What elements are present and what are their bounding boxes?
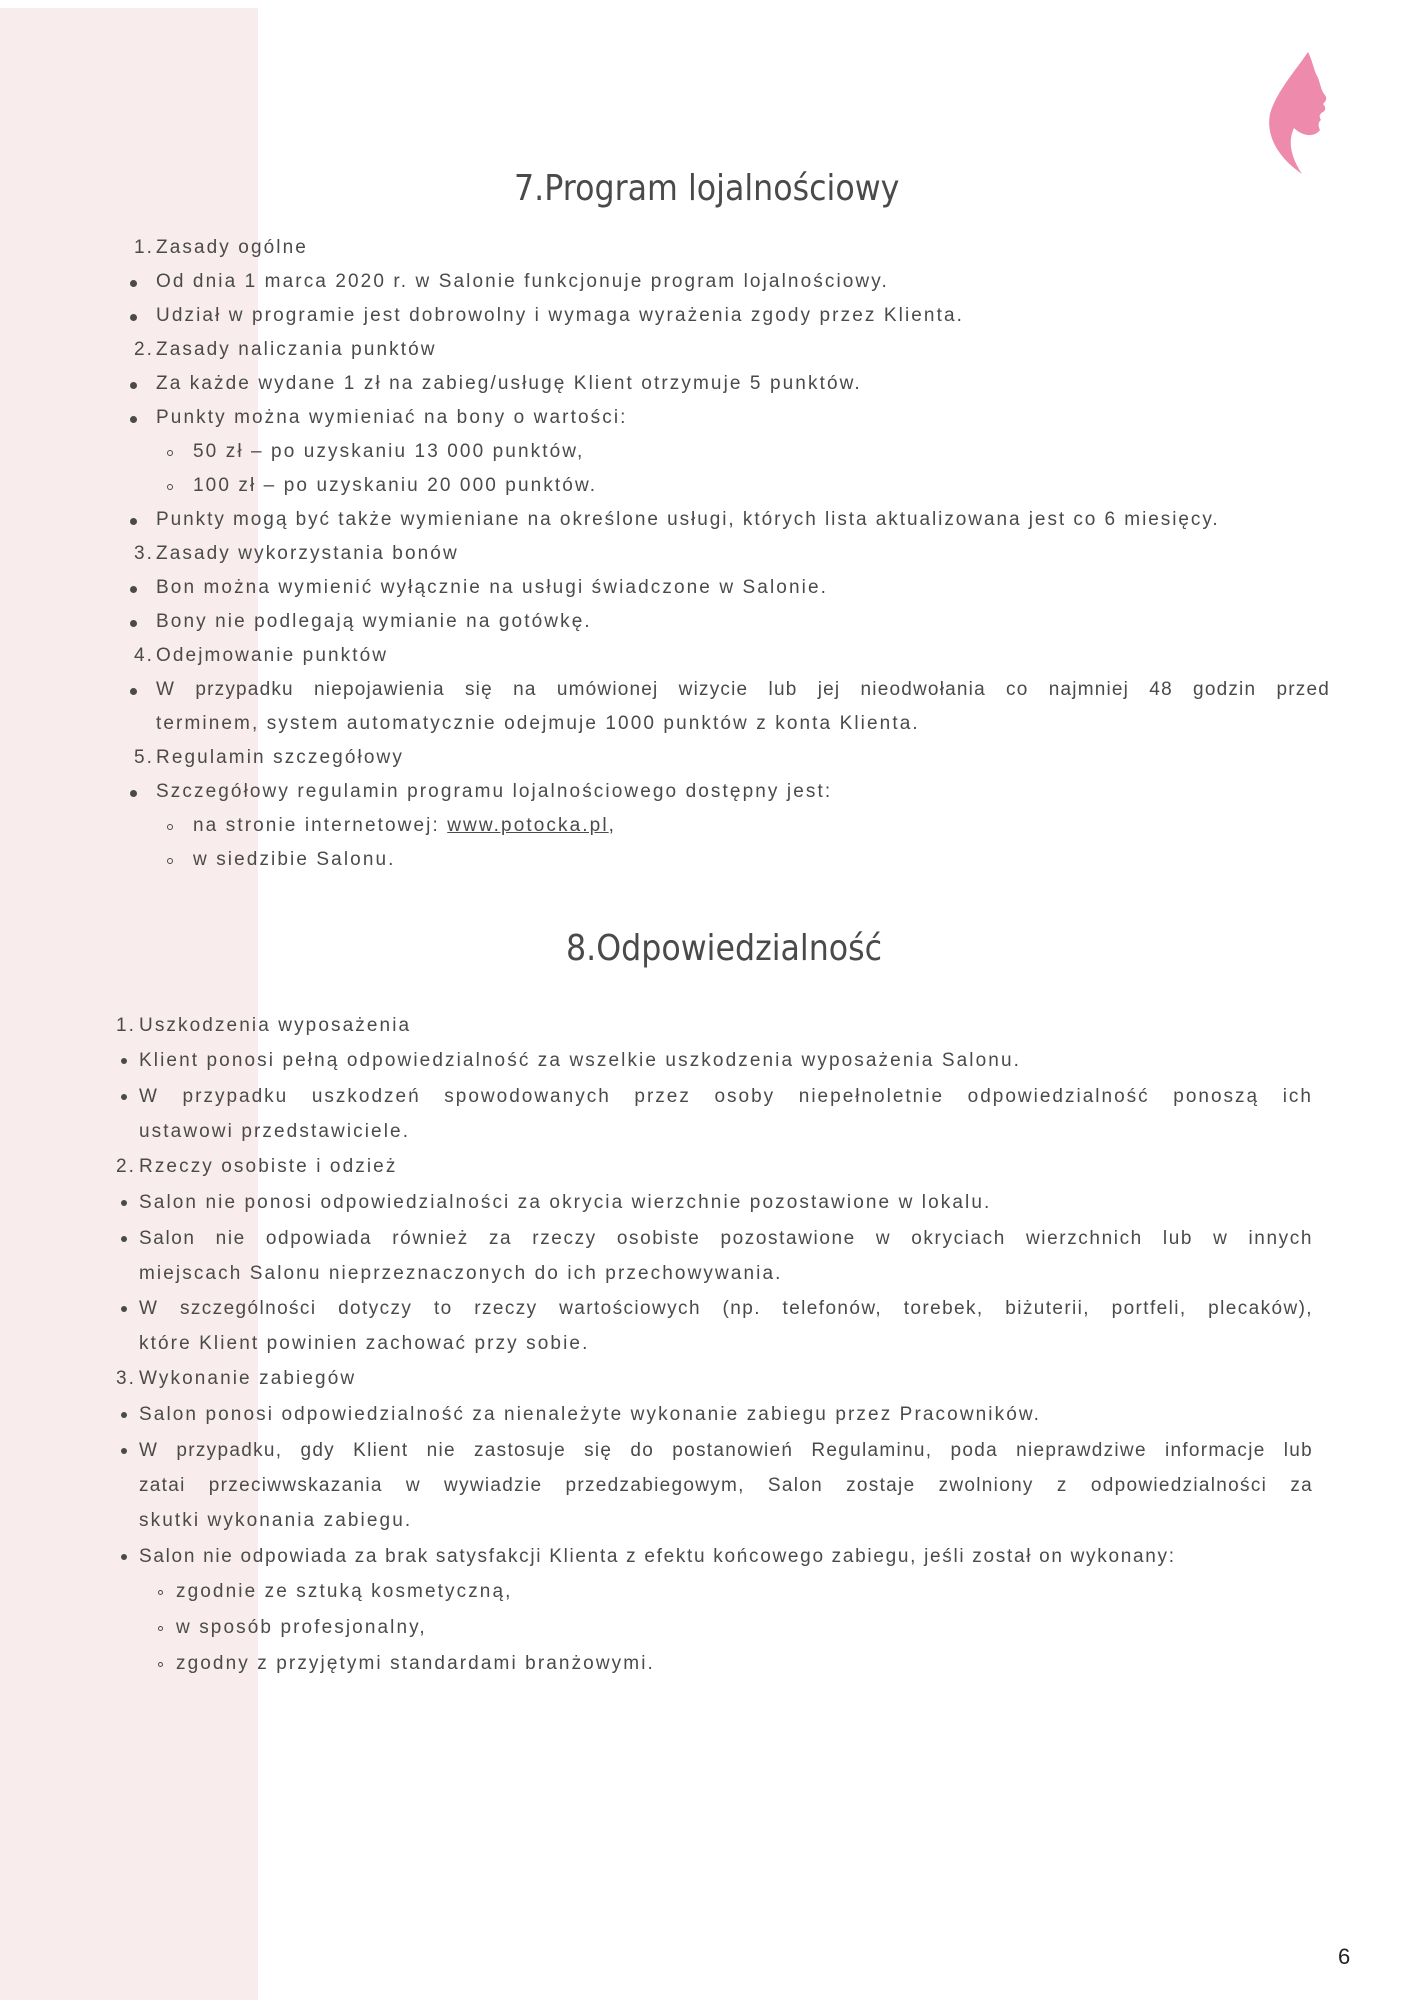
list-number: 1.	[116, 1015, 137, 1036]
s8-bullet-4-line-1: Salon nie odpowiada również za rzeczy osobiste pozostawione w okryciach wierzchnich lub w innych	[139, 1228, 1313, 1249]
s7-heading-1: Zasady ogólne	[156, 237, 308, 258]
list-number: 3.	[116, 1368, 137, 1389]
s7-heading-5: Regulamin szczegółowy	[156, 747, 404, 768]
website-link[interactable]: www.potocka.pl	[447, 815, 609, 836]
bullet-icon	[130, 620, 137, 627]
list-number: 5.	[134, 747, 155, 768]
bullet-icon	[130, 688, 137, 695]
s7-sub-3: na stronie internetowej: www.potocka.pl,	[193, 815, 617, 836]
sub-bullet-icon	[158, 1662, 163, 1667]
s7-bullet-7: Bony nie podlegają wymianie na gotówkę.	[156, 611, 592, 632]
list-number: 2.	[116, 1156, 137, 1177]
s8-heading-2: Rzeczy osobiste i odzież	[139, 1156, 398, 1177]
bullet-icon	[121, 1058, 127, 1064]
s8-bullet-5-line-2: które Klient powinien zachować przy sobie.	[139, 1333, 590, 1354]
list-number: 3.	[134, 543, 155, 564]
sub-bullet-icon	[167, 824, 173, 830]
bullet-icon	[130, 382, 137, 389]
s8-bullet-7-line-1: W przypadku, gdy Klient nie zastosuje się do postanowień Regulaminu, poda nieprawdziwe informacje lub	[139, 1440, 1313, 1461]
s7-bullet-8-line-1: W przypadku niepojawienia się na umówionej wizycie lub jej nieodwołania co najmniej 48 godzin przed	[156, 679, 1330, 700]
section-8-title: 8.Odpowiedzialność	[566, 928, 883, 969]
section-7-title: 7.Program lojalnościowy	[514, 168, 900, 209]
bullet-icon	[121, 1554, 127, 1560]
sub-bullet-icon	[167, 484, 173, 490]
s7-bullet-3: Za każde wydane 1 zł na zabieg/usługę Klient otrzymuje 5 punktów.	[156, 373, 862, 394]
s7-bullet-2: Udział w programie jest dobrowolny i wymaga wyrażenia zgody przez Klienta.	[156, 305, 965, 326]
s8-bullet-8: Salon nie odpowiada za brak satysfakcji Klienta z efektu końcowego zabiegu, jeśli został on wykonany:	[139, 1546, 1176, 1567]
s7-sub-1: 50 zł – po uzyskaniu 13 000 punktów,	[193, 441, 585, 462]
s7-bullet-4: Punkty można wymieniać na bony o wartości:	[156, 407, 628, 428]
s8-sub-2: w sposób profesjonalny,	[176, 1617, 427, 1638]
woman-profile-logo-icon	[1268, 52, 1338, 174]
s7-bullet-5: Punkty mogą być także wymieniane na określone usługi, których lista aktualizowana jest co 6 miesięcy.	[156, 509, 1220, 530]
bullet-icon	[130, 416, 137, 423]
list-number: 2.	[134, 339, 155, 360]
bullet-icon	[121, 1412, 127, 1418]
s8-bullet-1: Klient ponosi pełną odpowiedzialność za wszelkie uszkodzenia wyposażenia Salonu.	[139, 1050, 1021, 1071]
bullet-icon	[130, 586, 137, 593]
list-number: 1.	[134, 237, 155, 258]
bullet-icon	[121, 1094, 127, 1100]
s8-bullet-2-line-2: ustawowi przedstawiciele.	[139, 1121, 411, 1142]
bullet-icon	[121, 1200, 127, 1206]
s7-bullet-8-line-2: terminem, system automatycznie odejmuje 1000 punktów z konta Klienta.	[156, 713, 920, 734]
s8-sub-1: zgodnie ze sztuką kosmetyczną,	[176, 1581, 513, 1602]
s8-sub-3: zgodny z przyjętymi standardami branżowymi.	[176, 1653, 655, 1674]
bullet-icon	[130, 280, 137, 287]
s8-bullet-5-line-1: W szczególności dotyczy to rzeczy wartościowych (np. telefonów, torebek, biżuterii, portfeli, plecaków),	[139, 1298, 1313, 1319]
sub-bullet-icon	[167, 858, 173, 864]
sub-bullet-icon	[158, 1626, 163, 1631]
s8-bullet-7-line-2: zatai przeciwwskazania w wywiadzie przedzabiegowym, Salon zostaje zwolniony z odpowiedzialności za	[139, 1475, 1313, 1496]
s7-heading-2: Zasady naliczania punktów	[156, 339, 437, 360]
bullet-icon	[121, 1236, 127, 1242]
bullet-icon	[130, 790, 137, 797]
s8-bullet-7-line-3: skutki wykonania zabiegu.	[139, 1510, 413, 1531]
s7-heading-3: Zasady wykorzystania bonów	[156, 543, 459, 564]
s7-sub-4: w siedzibie Salonu.	[193, 849, 396, 870]
s7-sub-2: 100 zł – po uzyskaniu 20 000 punktów.	[193, 475, 598, 496]
bullet-icon	[121, 1448, 127, 1454]
s7-heading-4: Odejmowanie punktów	[156, 645, 389, 666]
s8-bullet-2-line-1: W przypadku uszkodzeń spowodowanych przez osoby niepełnoletnie odpowiedzialność ponoszą ich	[139, 1086, 1313, 1107]
s7-bullet-9: Szczegółowy regulamin programu lojalnościowego dostępny jest:	[156, 781, 833, 802]
sub-bullet-icon	[167, 450, 173, 456]
s8-bullet-6: Salon ponosi odpowiedzialność za nienależyte wykonanie zabiegu przez Pracowników.	[139, 1404, 1042, 1425]
s8-heading-3: Wykonanie zabiegów	[139, 1368, 357, 1389]
bullet-icon	[130, 518, 137, 525]
s8-bullet-4-line-2: miejscach Salonu nieprzeznaczonych do ich przechowywania.	[139, 1263, 783, 1284]
s7-bullet-1: Od dnia 1 marca 2020 r. w Salonie funkcjonuje program lojalnościowy.	[156, 271, 889, 292]
bullet-icon	[121, 1306, 127, 1312]
s8-heading-1: Uszkodzenia wyposażenia	[139, 1015, 412, 1036]
s8-bullet-3: Salon nie ponosi odpowiedzialności za okrycia wierzchnie pozostawione w lokalu.	[139, 1192, 992, 1213]
s7-bullet-6: Bon można wymienić wyłącznie na usługi świadczone w Salonie.	[156, 577, 828, 598]
page-number: 6	[1338, 1944, 1351, 1969]
sub-bullet-icon	[158, 1590, 163, 1595]
bullet-icon	[130, 314, 137, 321]
list-number: 4.	[134, 645, 155, 666]
